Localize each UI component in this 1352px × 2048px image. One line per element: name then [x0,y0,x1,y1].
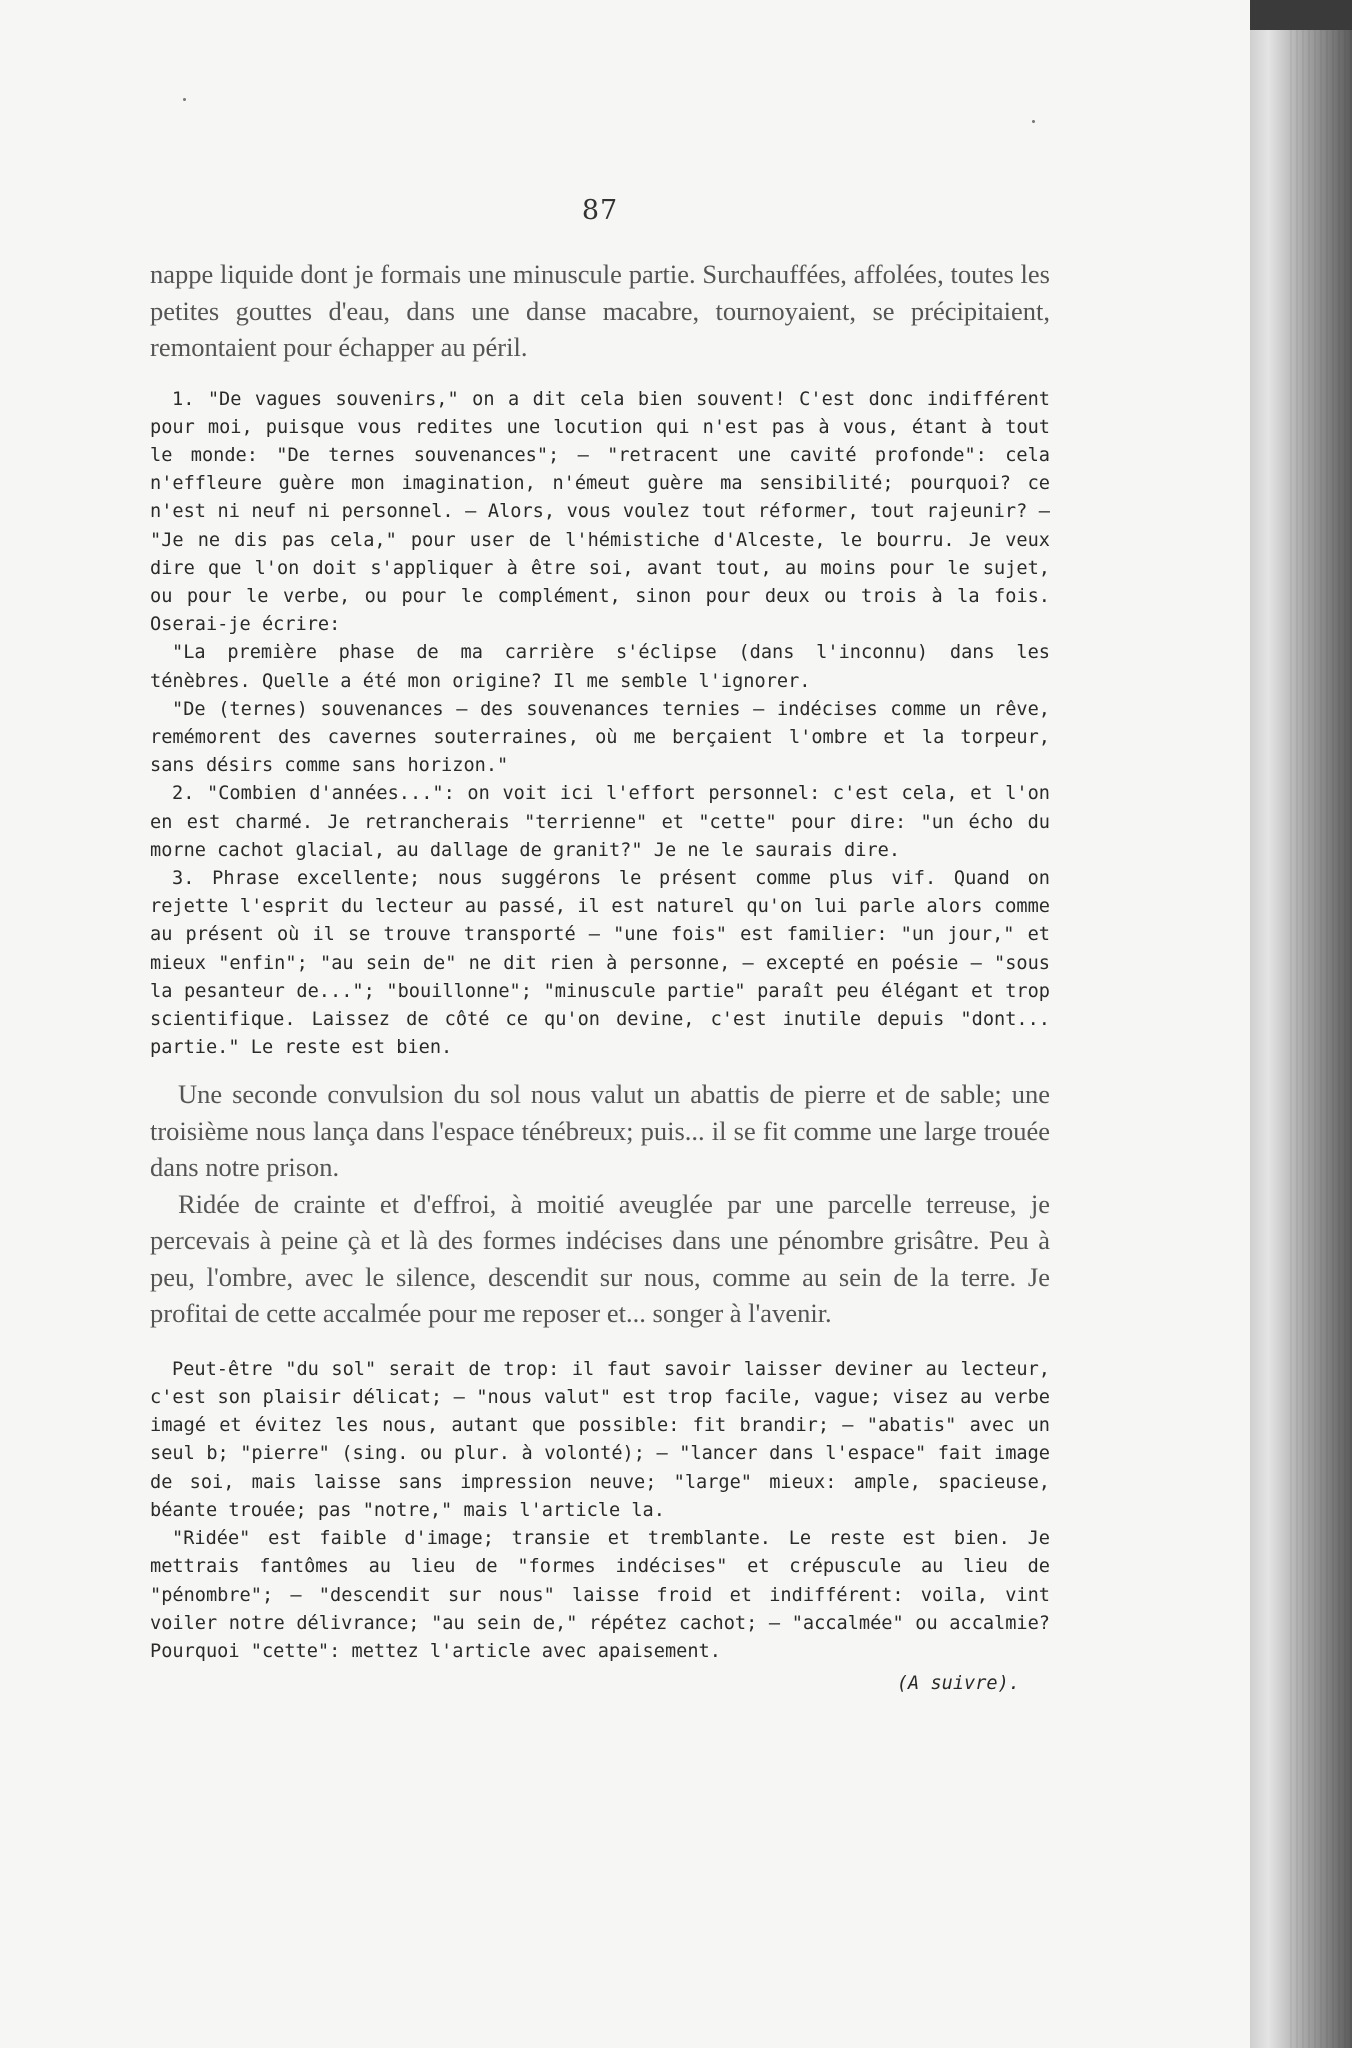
note-paragraph: "De (ternes) souvenances — des souvenances ternies — indécises comme un rêve, remémorent des cavernes souterraines, où me berçaient l'ombre et la torpeur, sans désirs comme sans horizon." [150,698,1050,777]
body-paragraph: Une seconde convulsion du sol nous valut un abattis de pierre et de sable; une troisième nous lança dans l'espace ténébreux; puis... il se fit comme une large trouée dans notre prison. [150,1079,1050,1183]
notes-block-1 [150,386,1050,1063]
body-paragraph: nappe liquide dont je formais une minuscule partie. Surchauffées, affolées, toutes les petites gouttes d'eau, dans une danse macabre, tournoyaient, se précipitaient, remontaient pour échapper au péril. [150,259,1050,362]
page-number: 87 [581,195,619,226]
note-paragraph: "Ridée" est faible d'image; transie et tremblante. Le reste est bien. Je mettrais fantômes au lieu de "formes indécises" et crépuscule au lieu de "pénombre"; — "descendit sur nous" laisse froid et indifférent: voila, vint voiler notre délivrance; "au sein de," répétez cachot; — "accalmée" ou accalmie? Pourquoi "cette": mettez l'article avec apaisement. [150,1528,1050,1662]
paper-speck [1032,120,1035,123]
notes-block-2 [150,1356,1050,1666]
body-block-2 [150,1076,1050,1332]
note-paragraph: 2. "Combien d'années...": on voit ici l'effort personnel: c'est cela, et l'on en est charmé. Je retrancherais "terrienne" et "cette" pour dire: "un écho du morne cachot glacial, au dallage de granit?" Je ne le saurais dire. [150,783,1050,861]
note-paragraph: Peut-être "du sol" serait de trop: il faut savoir laisser deviner au lecteur, c'est son plaisir délicat; — "nous valut" est trop facile, vague; visez au verbe imagé et évitez les nous, autant que possible: fit brandir; — "abatis" avec un seul b; "pierre" (sing. ou plur. à volonté); — "lancer dans l'espace" fait image de soi, mais laisse sans impression neuve; "large" mieux: ample, spacieuse, béante trouée; pas "notre," mais l'article la. [150,1358,1050,1521]
text-column [150,195,1050,1698]
to-be-continued: (A suivre). [896,1673,1020,1695]
book-spine-shadow [1290,30,1352,2048]
note-paragraph: 1. "De vagues souvenirs," on a dit cela bien souvent! C'est donc indifférent pour moi, puisque vous redites une locution qui n'est pas à vous, étant à tout le monde: "De ternes souvenances"; — "retracent une cavité profonde": cela n'effleure guère mon imagination, n'émeut guère ma sensibilité; pourquoi? ce n'est ni neuf ni personnel. — Alors, vous voulez tout réformer, tout rajeunir? — "Je ne dis pas cela," pour user de l'hémistiche d'Alceste, le bourru. Je veux dire que l'on doit s'appliquer à être soi, avant tout, au moins pour le sujet, ou pour le verbe, ou pour le complément, sinon pour deux ou trois à la fois. Oserai-je écrire: [150,388,1050,636]
note-paragraph: "La première phase de ma carrière s'éclipse (dans l'inconnu) dans les ténèbres. Quelle a été mon origine? Il me semble l'ignorer. [150,642,1050,692]
body-paragraph: Ridée de crainte et d'effroi, à moitié aveuglée par une parcelle terreuse, je percevais à peine çà et là des formes indécises dans une pénombre grisâtre. Peu à peu, l'ombre, avec le silence, descendit sur nous, comme au sein de la terre. Je profitai de cette accalmée pour me reposer et... songer à l'avenir. [150,1188,1050,1329]
paper-speck [183,98,186,101]
note-paragraph: 3. Phrase excellente; nous suggérons le présent comme plus vif. Quand on rejette l'esprit du lecteur au passé, il est naturel qu'on lui parle alors comme au présent où il se trouve transporté — "une fois" est familier: "un jour," et mieux "enfin"; "au sein de" ne dit rien à personne, — excepté en poésie — "sous la pesanteur de..."; "bouillonne"; "minuscule partie" paraît peu élégant et trop scientifique. Laissez de côté ce qu'on devine, c'est inutile depuis "dont... partie." Le reste est bien. [150,867,1050,1059]
